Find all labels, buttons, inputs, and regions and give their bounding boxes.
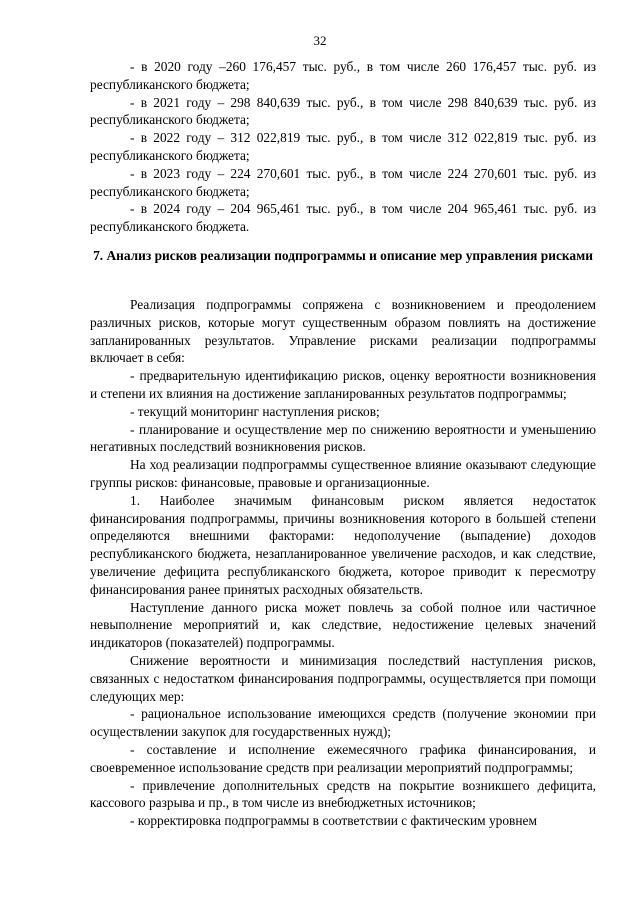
paragraph: На ход реализации подпрограммы существенное влияние оказывают следующие группы рисков: финансовые, правовые и организационные. — [90, 457, 596, 490]
paragraph: Снижение вероятности и минимизация последствий наступления рисков, связанных с недостатком финансирования подпрограммы, осуществляется при помощи следующих мер: — [90, 652, 596, 704]
paragraph: Реализация подпрограммы сопряжена с возникновением и преодолением различных рисков, которые могут существенным образом повлиять на достижение запланированных результатов. Управление рисками реализации подпрограммы включает в себя: — [90, 297, 596, 366]
paragraph: - текущий мониторинг наступления рисков; — [130, 403, 380, 419]
paragraph: Наступление данного риска может повлечь за собой полное или частичное невыполнение мероприятий и, как следствие, недостижение целевых значений индикаторов (показателей) подпрограммы. — [90, 599, 596, 651]
funding-list — [90, 58, 596, 236]
funding-item: - в 2022 году – 312 022,819 тыс. руб., в том числе 312 022,819 тыс. руб. из республиканского бюджета; — [90, 130, 596, 163]
paragraph: - предварительную идентификацию рисков, оценку вероятности возникновения и степени их влияния на достижение запланированных результатов подпрограммы; — [90, 368, 596, 401]
page-number: 32 — [313, 33, 327, 48]
paragraph: - рациональное использование имеющихся средств (получение экономии при осуществлении закупок для государственных нужд); — [90, 706, 596, 740]
funding-item: - в 2020 году –260 176,457 тыс. руб., в том числе 260 176,457 тыс. руб. из республиканского бюджета; — [90, 59, 596, 92]
paragraph: - планирование и осуществление мер по снижению вероятности и уменьшению негативных последствий возникновения рисков. — [90, 421, 596, 455]
section-heading: 7. Анализ рисков реализации подпрограммы и описание мер управления рисками — [93, 248, 593, 263]
paragraph: - привлечение дополнительных средств на покрытие возникшего дефицита, кассового разрыва и пр., в том числе из внебюджетных источников; — [90, 777, 596, 811]
funding-item: - в 2021 году – 298 840,639 тыс. руб., в том числе 298 840,639 тыс. руб. из республиканского бюджета; — [90, 94, 596, 128]
paragraph: - корректировка подпрограммы в соответствии с фактическим уровнем — [130, 813, 537, 829]
funding-item: - в 2023 году – 224 270,601 тыс. руб., в том числе 224 270,601 тыс. руб. из республиканского бюджета; — [90, 165, 596, 199]
funding-item: - в 2024 году – 204 965,461 тыс. руб., в том числе 204 965,461 тыс. руб. из республиканского бюджета. — [90, 201, 596, 235]
section-body — [90, 296, 596, 830]
paragraph: - составление и исполнение ежемесячного графика финансирования, и своевременное использование средств при реализации мероприятий подпрограммы; — [90, 741, 596, 775]
paragraph: 1. Наиболее значимым финансовым риском является недостаток финансирования подпрограммы, причины возникновения которого в большей степени определяются внешними факторами: недополучение (выпадение) доходов республиканского бюджета, незапланированное увеличение расходов, и как следствие, увеличение дефицита республиканского бюджета, которое приводит к пересмотру финансирования ранее принятых расходных обязательств. — [90, 492, 596, 597]
